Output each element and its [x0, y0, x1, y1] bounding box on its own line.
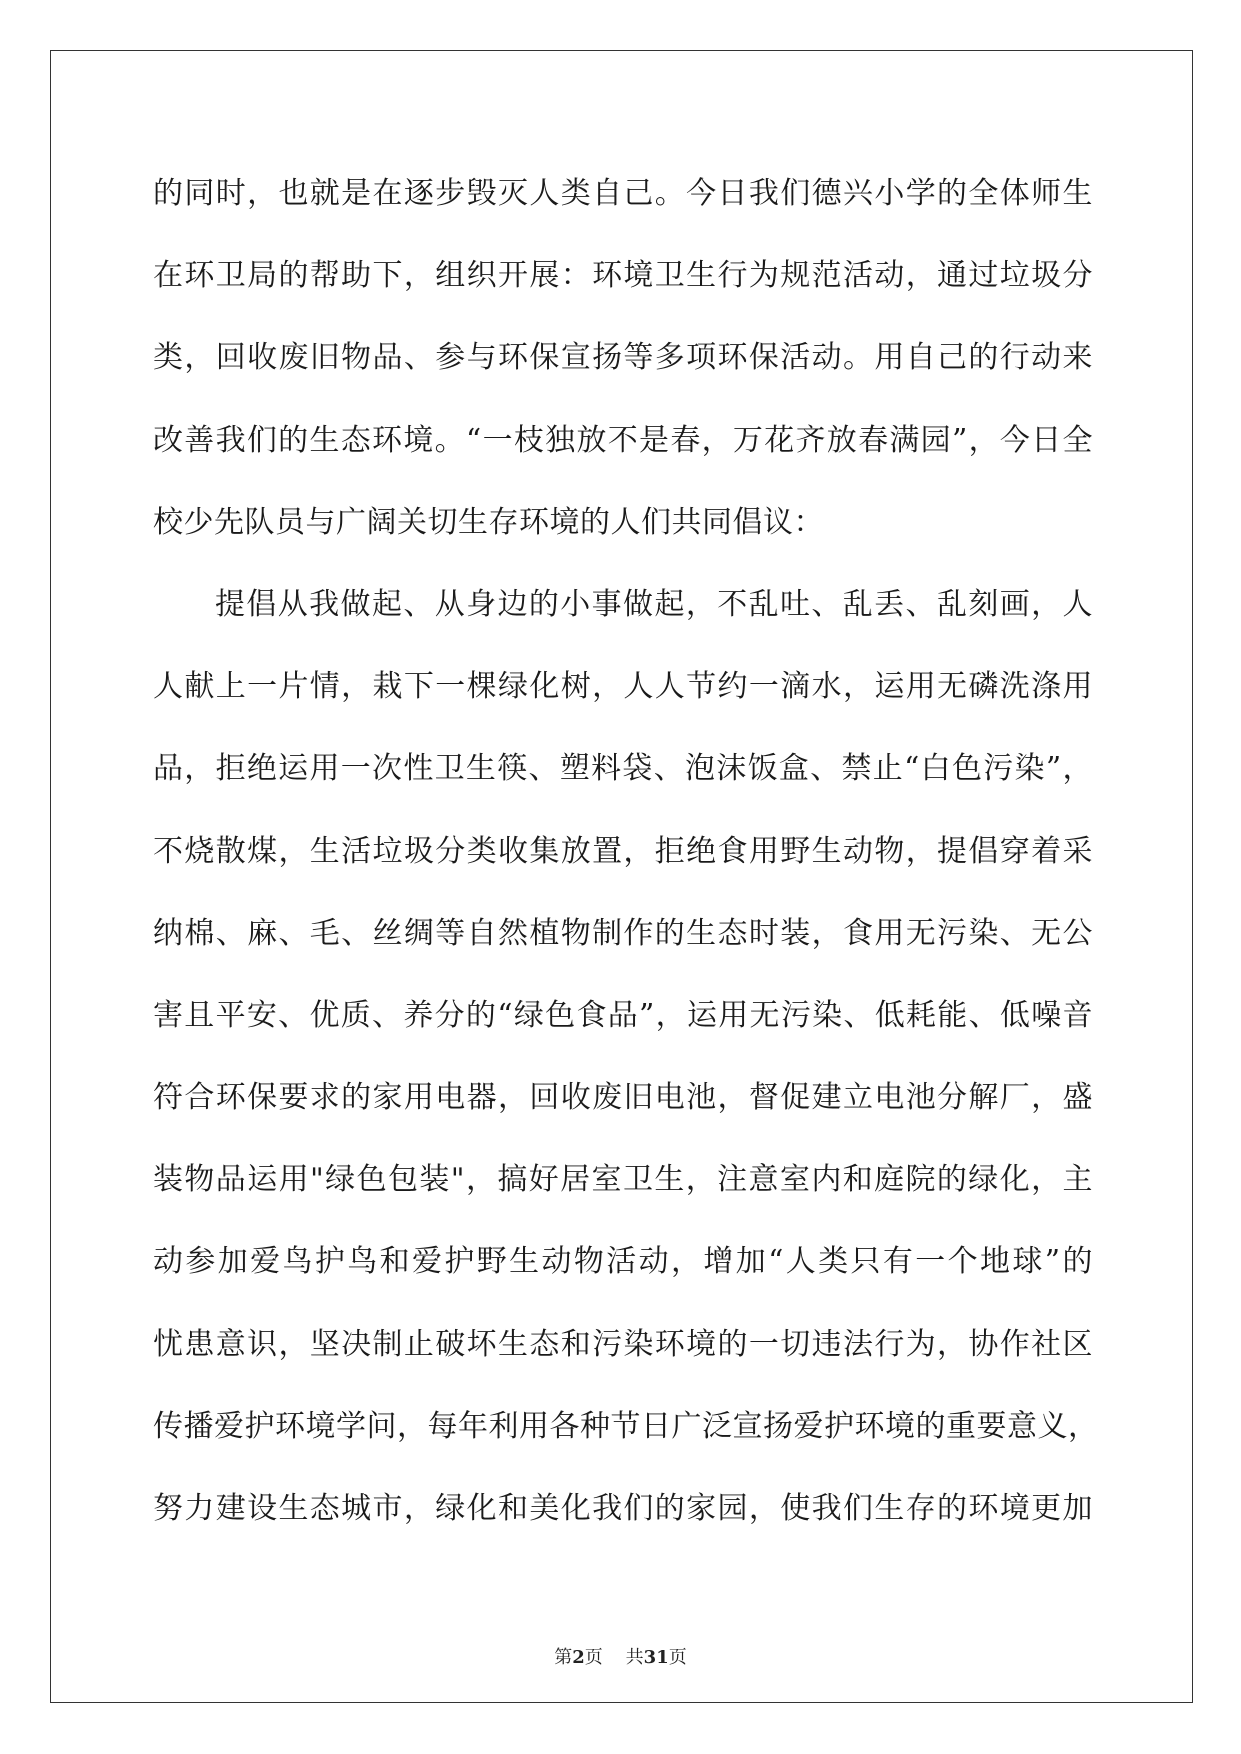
- footer-total-prefix: 共: [625, 1647, 644, 1668]
- document-body: [153, 160, 1099, 1557]
- text-line: 类，回收废旧物品、参与环保宣扬等多项环保活动。用自己的行动来: [153, 340, 1093, 376]
- text-line: 品，拒绝运用一次性卫生筷、塑料袋、泡沫饭盒、禁止“白色污染”，: [153, 751, 1093, 787]
- footer-total-unit: 页: [668, 1647, 687, 1668]
- text-line: 装物品运用"绿色包装"，搞好居室卫生，注意室内和庭院的绿化，主: [153, 1162, 1093, 1198]
- text-line: 不烧散煤，生活垃圾分类收集放置，拒绝食用野生动物，提倡穿着采: [153, 833, 1093, 869]
- total-pages: 31: [643, 1647, 669, 1668]
- footer-page-unit: 页: [584, 1647, 603, 1668]
- text-line: 在环卫局的帮助下，组织开展：环境卫生行为规范活动，通过垃圾分: [153, 258, 1093, 294]
- page-footer: [0, 1643, 1241, 1669]
- page-number: 2: [572, 1647, 585, 1668]
- text-line: 动参加爱鸟护鸟和爱护野生动物活动，增加“人类只有一个地球”的: [153, 1244, 1093, 1280]
- text-line: 人献上一片情，栽下一棵绿化树，人人节约一滴水，运用无磷洗涤用: [153, 669, 1093, 705]
- text-line: 的同时，也就是在逐步毁灭人类自己。今日我们德兴小学的全体师生: [153, 176, 1093, 211]
- text-line: 忧患意识，坚决制止破坏生态和污染环境的一切违法行为，协作社区: [153, 1326, 1093, 1362]
- text-line: 传播爱护环境学问，每年利用各种节日广泛宣扬爱护环境的重要意义，: [153, 1408, 1099, 1444]
- text-line: 纳棉、麻、毛、丝绸等自然植物制作的生态时装，食用无污染、无公: [153, 915, 1093, 951]
- text-line: 努力建设生态城市，绿化和美化我们的家园，使我们生存的环境更加: [153, 1491, 1093, 1526]
- footer-prefix: 第: [554, 1647, 573, 1668]
- text-line: 符合环保要求的家用电器，回收废旧电池，督促建立电池分解厂，盛: [153, 1080, 1093, 1116]
- text-line: 改善我们的生态环境。“一枝独放不是春，万花齐放春满园”，今日全: [153, 422, 1093, 458]
- text-line: 害且平安、优质、养分的“绿色食品”，运用无污染、低耗能、低噪音: [153, 997, 1093, 1033]
- text-line: 校少先队员与广阔关切生存环境的人们共同倡议：: [153, 504, 824, 540]
- text-line: 提倡从我做起、从身边的小事做起，不乱吐、乱丢、乱刻画，人: [215, 586, 1093, 622]
